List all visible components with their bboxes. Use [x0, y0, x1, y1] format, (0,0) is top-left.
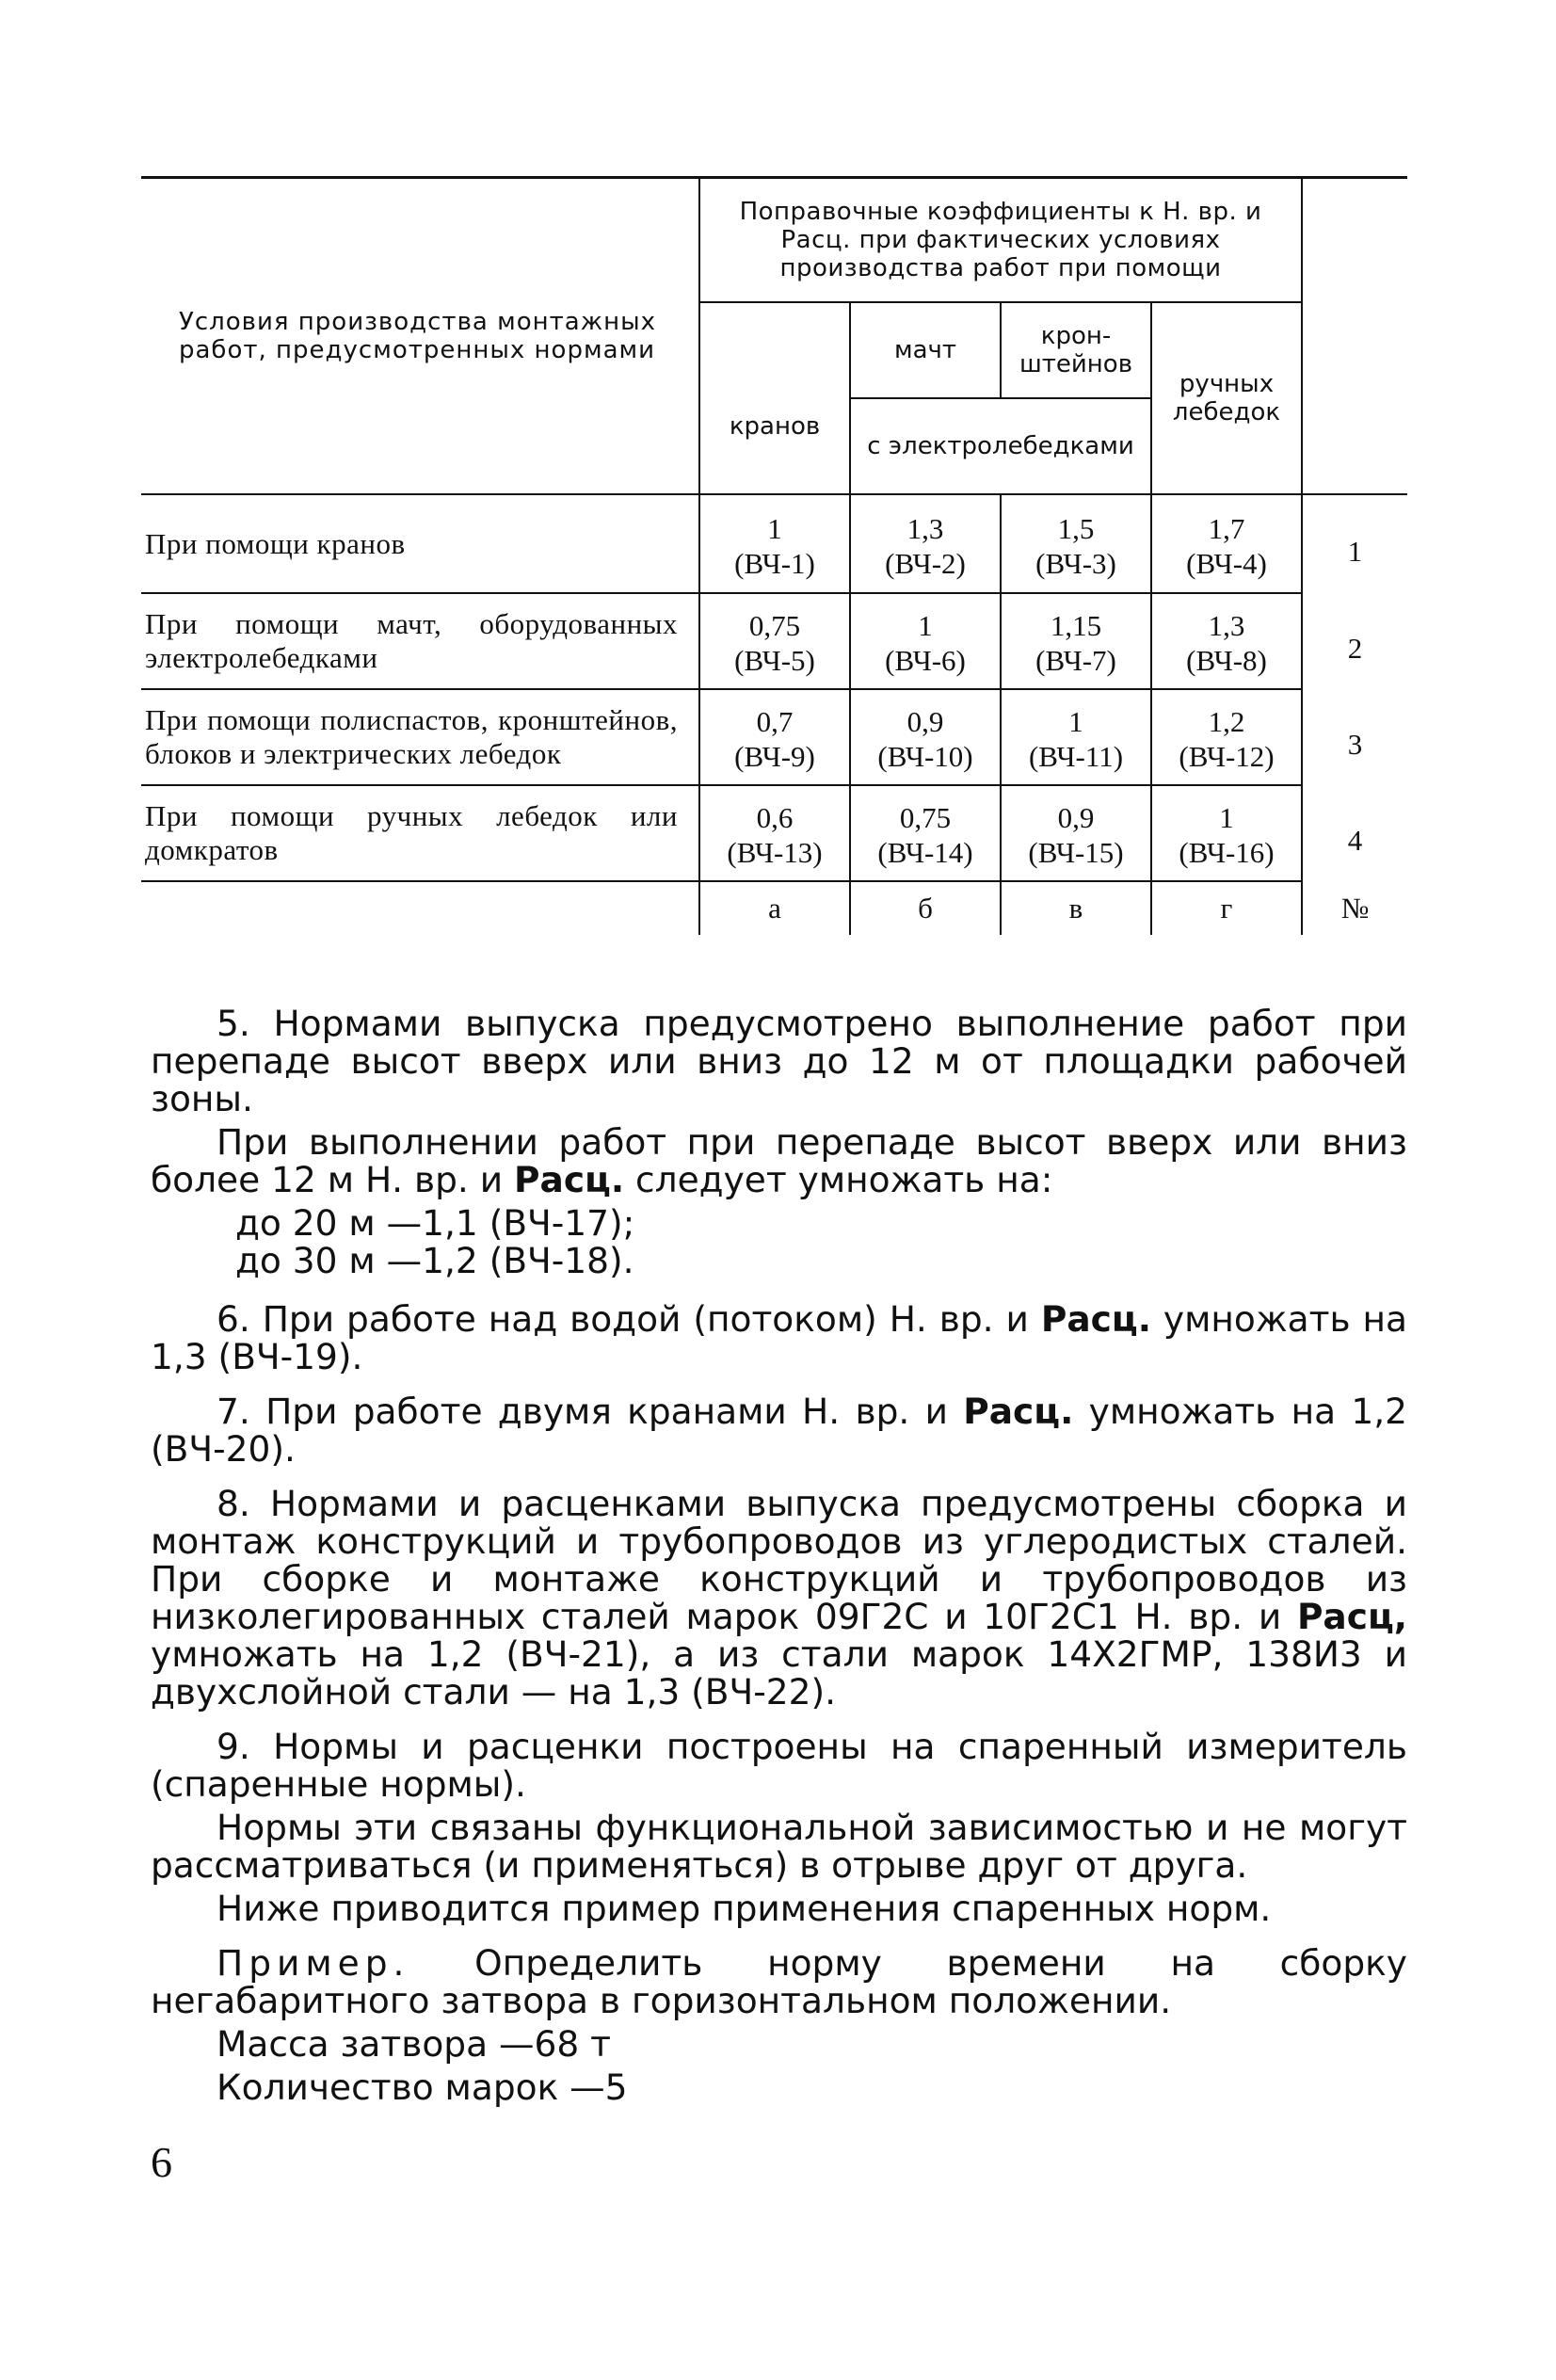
footer-label: г: [1151, 881, 1302, 935]
coefficient-value: 1: [1068, 705, 1083, 738]
col-brackets-header: крон-штейнов: [1001, 302, 1151, 398]
coefficient-cell: [699, 689, 850, 785]
coefficient-value: 1,7: [1208, 511, 1245, 545]
footer-empty-cell: [141, 881, 699, 935]
text-run: умножать на 1,2 (ВЧ-21), а из стали марок 14Х2ГМР, 138И3 и двухслойной стали — на 1,3 (ВЧ-22).: [151, 1633, 1407, 1713]
coefficient-value: 1,15: [1050, 609, 1102, 642]
body-text: [151, 1005, 1407, 2123]
row-number: 3: [1302, 689, 1407, 785]
coefficient-cell: [850, 494, 1001, 593]
coefficient-code: (ВЧ-12): [1179, 740, 1275, 773]
paragraph-6: [151, 1300, 1407, 1375]
coefficient-code: (ВЧ-6): [885, 644, 966, 677]
coefficient-code: (ВЧ-3): [1035, 546, 1116, 580]
coefficient-code: (ВЧ-13): [727, 836, 823, 869]
footer-label: а: [699, 881, 850, 935]
text-run: Определить норму времени на сборку негабаритного затвора в горизонтальном положении.: [151, 1942, 1407, 2021]
col-masts-header: мачт: [850, 302, 1001, 398]
coefficient-code: (ВЧ-8): [1186, 644, 1267, 677]
coefficient-value: 0,6: [756, 801, 794, 834]
col-manual-winches-header: ручных лебедок: [1151, 302, 1302, 494]
coefficient-cell: [850, 785, 1001, 881]
paragraph-5b: [151, 1123, 1407, 1198]
text-run: умножать на 1,2 (ВЧ-20).: [151, 1391, 1407, 1470]
coefficient-cell: [1151, 689, 1302, 785]
coefficient-cell: [1001, 785, 1151, 881]
text-run: При выполнении работ при перепаде высот вверх или вниз более 12 м Н. вр. и: [151, 1121, 1407, 1200]
coefficient-code: (ВЧ-1): [734, 546, 815, 580]
coefficient-code: (ВЧ-5): [734, 644, 815, 677]
paragraph-5: 5. Нормами выпуска предусмотрено выполнение работ при перепаде высот вверх или вниз до 12 м от площадки рабочей зоны.: [151, 1003, 1407, 1119]
rasc-term: Расц.: [963, 1391, 1074, 1432]
coefficients-group-header: Поправочные коэффициенты к Н. вр. и Расц. при фактических условиях производства работ при помощи: [699, 178, 1302, 303]
coefficient-value: 1,5: [1057, 511, 1095, 545]
example-paragraph: [151, 1944, 1407, 2019]
coefficient-value: 1: [918, 609, 933, 642]
paragraph-9: 9. Нормы и расценки построены на спаренный измеритель (спаренные нормы).: [151, 1726, 1407, 1805]
coefficient-cell: [699, 593, 850, 689]
paragraph-5-item-2: до 30 м —1,2 (ВЧ-18).: [235, 1240, 634, 1281]
row-condition: При помощи мачт, оборудованных электролебедками: [141, 593, 699, 689]
text-run: 8. Нормами и расценками выпуска предусмотрены сборка и монтаж конструкций и трубопроводов из углеродистых сталей. При сборке и монтаже конструкций и трубопроводов из низколегированных сталей марок 09Г2С и 10Г2С1 Н. вр. и: [151, 1483, 1407, 1637]
paragraph-9b: Нормы эти связаны функциональной зависимостью и не могут рассматриваться (и применяться) в отрыве друг от друга.: [151, 1807, 1407, 1886]
paragraph-8: [151, 1485, 1407, 1711]
footer-label: б: [850, 881, 1001, 935]
rasc-term: Расц.: [1040, 1298, 1151, 1340]
coefficient-value: 0,9: [1057, 801, 1095, 834]
text-run: 6. При работе над водой (потоком) Н. вр. и: [217, 1298, 1041, 1340]
row-condition: При помощи ручных лебедок или домкратов: [141, 785, 699, 881]
coefficient-value: 0,9: [906, 705, 944, 738]
paragraph-5-item-1: до 20 м —1,1 (ВЧ-17);: [235, 1202, 635, 1244]
coefficient-value: 1,3: [1208, 609, 1245, 642]
coefficient-code: (ВЧ-16): [1179, 836, 1275, 869]
coefficient-value: 1,2: [1208, 705, 1245, 738]
table-row: [141, 689, 1407, 785]
example-marks: Количество марок —5: [217, 2066, 628, 2108]
coefficient-value: 1: [767, 511, 782, 545]
coefficient-cell: [1151, 494, 1302, 593]
coefficient-cell: [1151, 593, 1302, 689]
coefficient-value: 0,75: [748, 609, 801, 642]
coefficient-cell: [1001, 494, 1151, 593]
footer-label: в: [1001, 881, 1151, 935]
page-number: 6: [151, 2138, 172, 2186]
row-number: 2: [1302, 593, 1407, 689]
coefficient-code: (ВЧ-7): [1035, 644, 1116, 677]
rasc-term: Расц.: [514, 1159, 625, 1200]
coefficient-cell: [699, 494, 850, 593]
coefficient-cell: [1151, 785, 1302, 881]
table-row: [141, 593, 1407, 689]
text-run: умножать на 1,3 (ВЧ-19).: [151, 1298, 1407, 1377]
coefficients-table-wrapper: [141, 176, 1407, 935]
coefficient-cell: [1001, 593, 1151, 689]
paragraph-9c: Ниже приводится пример применения спаренных норм.: [217, 1888, 1272, 1929]
coefficient-code: (ВЧ-11): [1028, 740, 1124, 773]
coefficients-table: [141, 176, 1407, 935]
example-label: Пример.: [217, 1942, 410, 1984]
table-footer-row: [141, 881, 1407, 935]
condition-header: Условия производства монтажных работ, предусмотренных нормами: [141, 178, 699, 495]
coefficient-code: (ВЧ-15): [1028, 836, 1124, 869]
table-row: [141, 494, 1407, 593]
table-row: [141, 785, 1407, 881]
col-cranes-header: кранов: [699, 302, 850, 494]
rasc-term: Расц,: [1296, 1596, 1407, 1637]
coefficient-value: 1,3: [906, 511, 944, 545]
coefficient-cell: [699, 785, 850, 881]
coefficient-value: 0,75: [899, 801, 952, 834]
example-mass: Масса затвора —68 т: [217, 2023, 611, 2065]
coefficient-code: (ВЧ-4): [1186, 546, 1267, 580]
coefficient-code: (ВЧ-9): [734, 740, 815, 773]
coefficient-value: 1: [1219, 801, 1234, 834]
coefficient-code: (ВЧ-14): [877, 836, 973, 869]
coefficient-cell: [850, 593, 1001, 689]
col-electric-winches-header: с электролебедками: [850, 398, 1151, 494]
coefficient-cell: [1001, 689, 1151, 785]
row-number: 1: [1302, 494, 1407, 593]
text-run: 7. При работе двумя кранами Н. вр. и: [217, 1391, 964, 1432]
footer-label: №: [1302, 881, 1407, 935]
row-condition: При помощи кранов: [141, 494, 699, 593]
coefficient-cell: [850, 689, 1001, 785]
paragraph-7: [151, 1392, 1407, 1468]
text-run: следует умножать на:: [624, 1159, 1053, 1200]
coefficient-code: (ВЧ-2): [885, 546, 966, 580]
row-condition: При помощи полиспастов, кронштейнов, блоков и электрических лебедок: [141, 689, 699, 785]
number-header-cell: [1302, 178, 1407, 495]
row-number: 4: [1302, 785, 1407, 881]
coefficient-value: 0,7: [756, 705, 794, 738]
coefficient-code: (ВЧ-10): [877, 740, 973, 773]
